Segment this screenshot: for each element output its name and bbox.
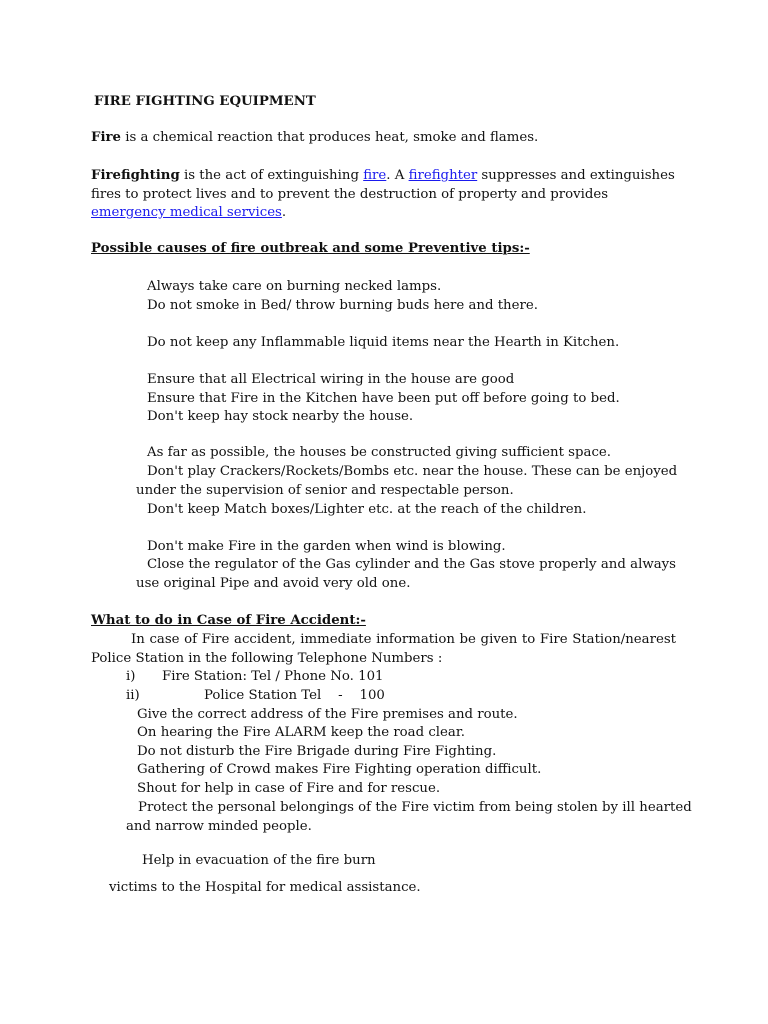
link-firefighter[interactable]: firefighter — [408, 168, 478, 183]
numbered-marker: ii) — [126, 688, 140, 703]
accident-tip-line: Shout for help in case of Fire and for rescue. — [137, 781, 441, 796]
tip-line: Close the regulator of the Gas cylinder and the Gas stove properly and always — [147, 557, 676, 572]
fire-station-number: Fire Station: Tel / Phone No. 101 — [162, 669, 384, 684]
numbered-marker: i) — [126, 669, 136, 684]
term-fire: Fire — [91, 130, 121, 145]
firefighting-definition-line-2: fires to protect lives and to prevent the destruction of property and provides — [91, 187, 609, 202]
firefighting-definition-line-1: Firefighting is the act of extinguishing fire. A firefighter suppresses and extinguishes — [91, 168, 675, 183]
accident-tip-line: Gathering of Crowd makes Fire Fighting operation difficult. — [137, 762, 542, 777]
accident-intro-line-2: Police Station in the following Telephone Numbers : — [91, 651, 443, 666]
document-title: FIRE FIGHTING EQUIPMENT — [94, 94, 316, 109]
evacuation-line-1: Help in evacuation of the fire burn — [142, 853, 376, 868]
fire-definition: Fire is a chemical reaction that produces heat, smoke and flames. — [91, 130, 539, 145]
tip-line: under the supervision of senior and respectable person. — [136, 483, 514, 498]
tip-line: Always take care on burning necked lamps. — [147, 279, 442, 294]
tip-line: As far as possible, the houses be constructed giving sufficient space. — [147, 445, 611, 460]
link-fire[interactable]: fire — [363, 168, 387, 183]
causes-heading: Possible causes of fire outbreak and some Preventive tips:- — [91, 241, 530, 256]
accident-tip-line: and narrow minded people. — [126, 819, 312, 834]
accident-tip-line: Protect the personal belongings of the Fire victim from being stolen by ill hearted — [138, 800, 692, 815]
tip-line: Ensure that Fire in the Kitchen have been put off before going to bed. — [147, 391, 620, 406]
tip-line: Don't play Crackers/Rockets/Bombs etc. near the house. These can be enjoyed — [147, 464, 678, 479]
tip-line: use original Pipe and avoid very old one. — [136, 576, 411, 591]
accident-intro-line-1: In case of Fire accident, immediate information be given to Fire Station/nearest — [131, 632, 676, 647]
term-firefighting: Firefighting — [91, 168, 180, 183]
link-emergency-medical-services[interactable]: emergency medical services — [91, 205, 282, 220]
tip-line: Don't make Fire in the garden when wind is blowing. — [147, 539, 506, 554]
tip-line: Don't keep hay stock nearby the house. — [147, 409, 414, 424]
accident-tip-line: On hearing the Fire ALARM keep the road clear. — [137, 725, 465, 740]
evacuation-line-2: victims to the Hospital for medical assistance. — [109, 880, 421, 895]
accident-tip-line: Give the correct address of the Fire premises and route. — [137, 707, 518, 722]
tip-line: Ensure that all Electrical wiring in the house are good — [147, 372, 515, 387]
accident-heading: What to do in Case of Fire Accident:- — [91, 613, 366, 628]
firefighting-definition-line-3: emergency medical services. — [91, 205, 287, 220]
police-station-number: Police Station Tel - 100 — [204, 688, 385, 703]
tip-line: Do not keep any Inflammable liquid items near the Hearth in Kitchen. — [147, 335, 620, 350]
tip-line: Do not smoke in Bed/ throw burning buds here and there. — [147, 298, 538, 313]
accident-tip-line: Do not disturb the Fire Brigade during Fire Fighting. — [137, 744, 497, 759]
tip-line: Don't keep Match boxes/Lighter etc. at the reach of the children. — [147, 502, 587, 517]
